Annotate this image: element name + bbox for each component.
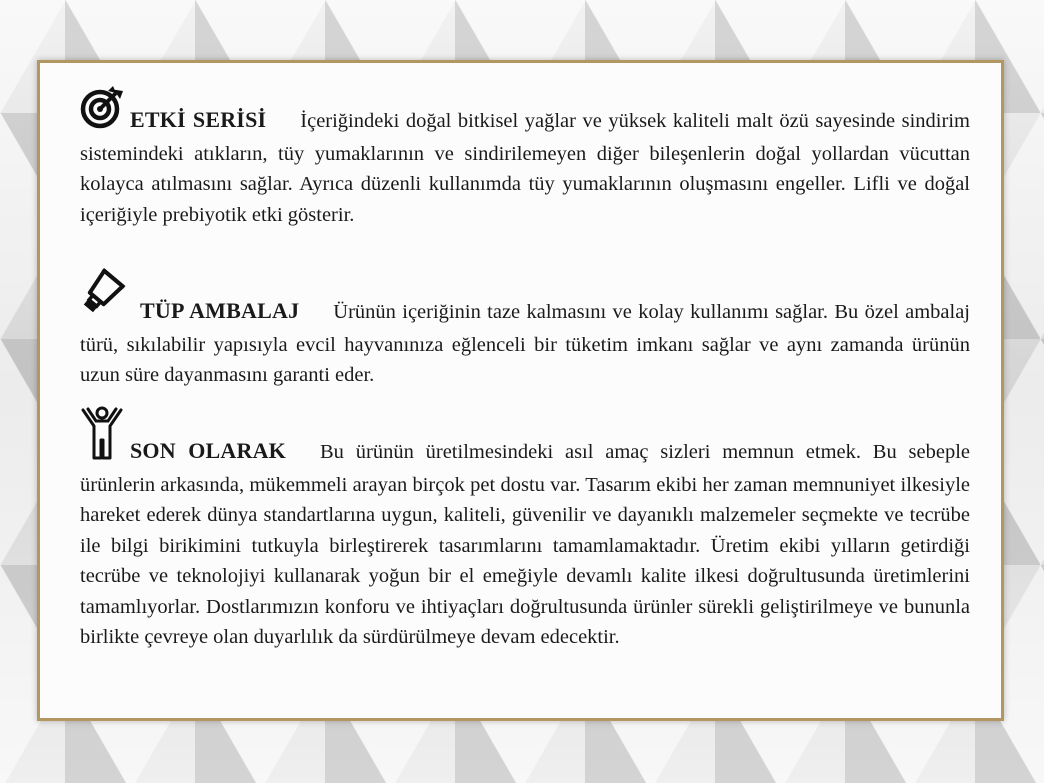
section-son-olarak — [80, 406, 970, 653]
section-heading: SON OLARAK — [130, 438, 286, 463]
tube-icon — [80, 268, 134, 330]
section-body: Bu ürünün üretilmesindeki asıl amaç sizleri memnun etmek. Bu sebeple ürünlerin arkasında, mükemmeli arayan birçok pet dostu var. Tasarım ekibi her zaman memnuniyet ilkesiyle hareket ederek dünya standartlarına uygun, kaliteli, güvenilir ve dayanıklı malzemeler seçmekte ve tecrübe ile bilgi birikimini tutkuyla birleştirerek tasarımlarını tamamlamaktadır. Üretim ekibi yılların getirdiği tecrübe ve teknolojiyi kullanarak yoğun bir el emeğiyle devamlı kalite ilkesi doğrultusunda üretimlerini tamamlıyorlar. Dostlarımızın konforu ve ihtiyaçları doğrultusunda ürünler sürekli geliştirilmeye ve bununla birlikte çevreye olan duyarlılık da sürdürülmeye devam edecektir. — [80, 441, 971, 648]
target-icon — [80, 85, 124, 139]
section-heading: ETKİ SERİSİ — [130, 107, 267, 132]
section-etki-serisi — [80, 85, 970, 230]
section-body: Ürünün içeriğinin taze kalmasını ve kolay kullanımı sağlar. Bu özel ambalaj türü, sıkılabilir yapısıyla evcil hayvanınıza eğlenceli bir tüketim imkanı sağlar ve aynı zamanda ürünün uzun süre dayanmasını garanti eder. — [80, 301, 970, 386]
section-tup-ambalaj — [80, 268, 970, 391]
section-heading: TÜP AMBALAJ — [140, 298, 300, 323]
section-body: İçeriğindeki doğal bitkisel yağlar ve yüksek kaliteli malt özü sayesinde sindirim sistemindeki atıkların, tüy yumaklarının ve sindirilemeyen diğer bileşenlerin doğal yollardan vücuttan kolayca atılmasını sağlar. Ayrıca düzenli kullanımda tüy yumaklarının oluşmasını engeller. Lifli ve doğal içeriğiyle prebiyotik etki gösterir. — [80, 110, 970, 226]
content-panel — [37, 60, 1004, 721]
person-cheering-icon — [80, 406, 124, 470]
